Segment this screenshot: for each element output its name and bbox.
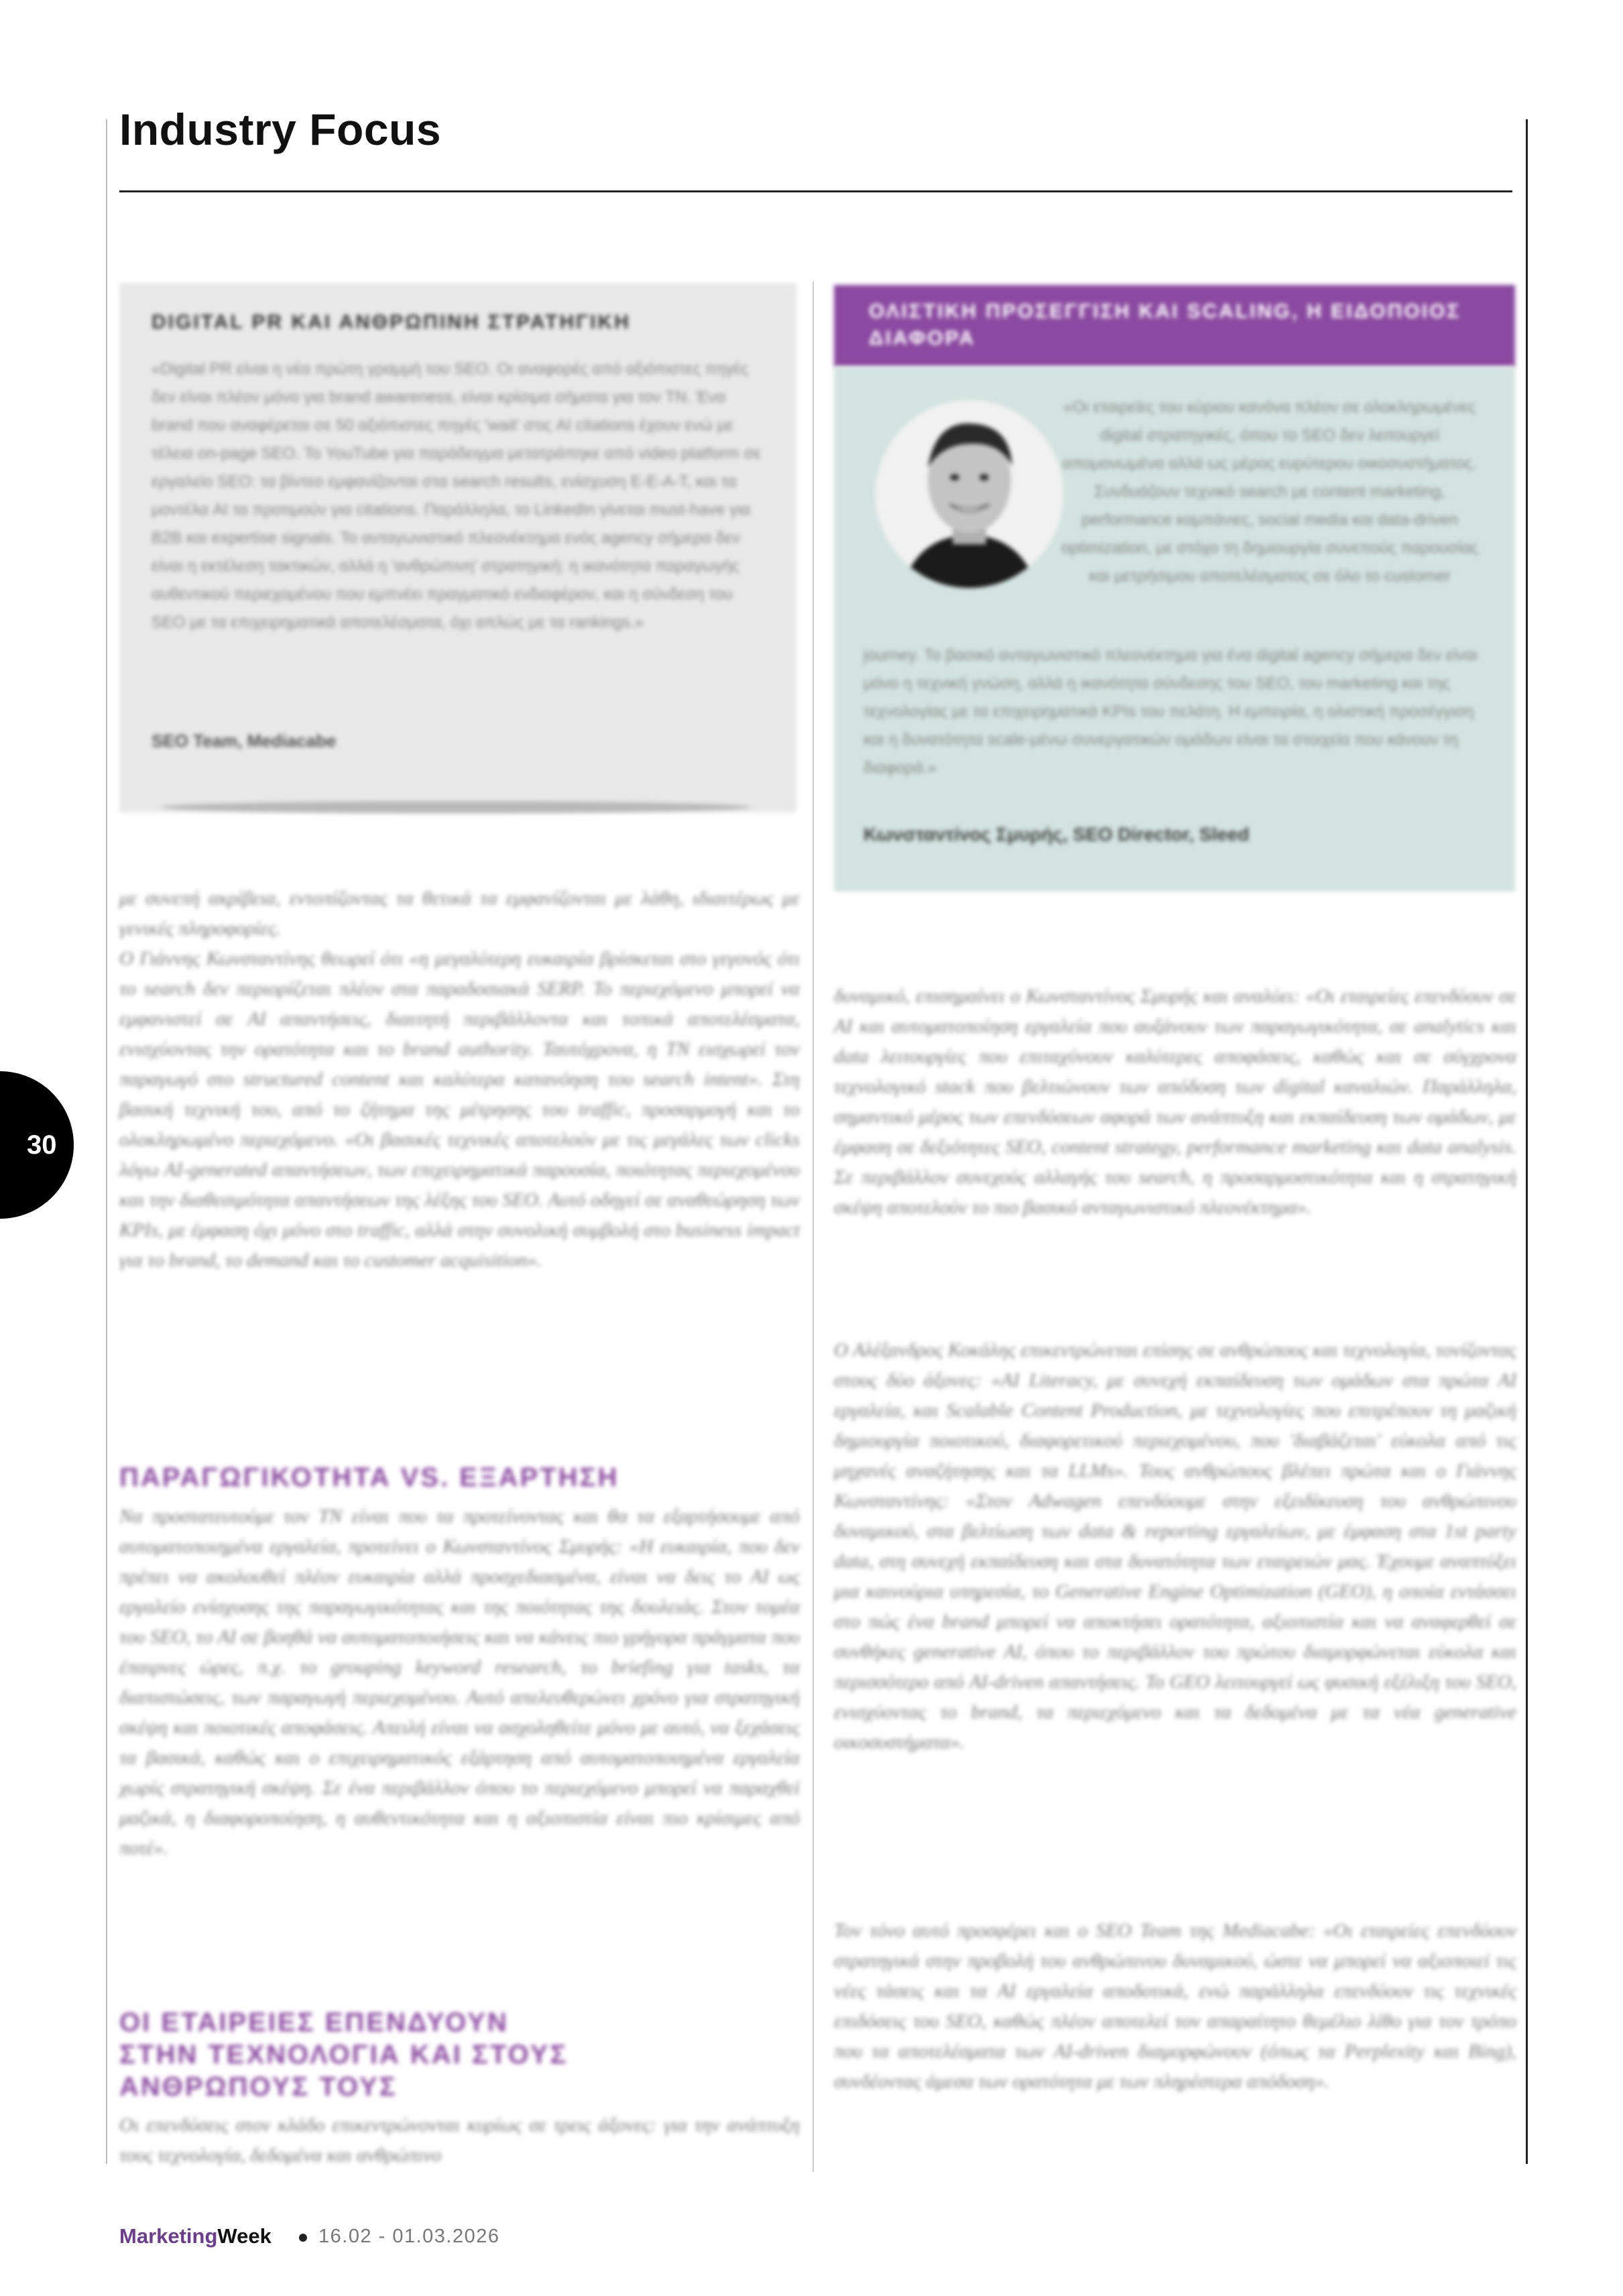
interview-box (834, 367, 1515, 892)
interview-quote-top: «Οι εταιρείες του κύριου κανόνα πλέον σε ολοκληρωμένες digital στρατηγικές, όπου το SEO δεν λειτουργεί απομονωμένα αλλά ως μέρος ευρύτερου οικοσυστήματος. Συνδυάζουν τεχνικό search με content marketing, performance καμπάνιες, social media και data-driven optimization, με στόχο τη δημιουργία συνεπούς παρουσίας και μετρήσιμου αποτελέσματος σε όλο το customer (1061, 398, 1479, 585)
section-heading-productivity: ΠΑΡΑΓΩΓΙΚΟΤΗΤΑ VS. ΕΞΑΡΤΗΣΗ (119, 1463, 619, 1492)
sidebar-box-digital-pr (119, 283, 796, 812)
frame-left-rule (106, 119, 107, 2164)
interview-box-heading: ΟΛΙΣΤΙΚΗ ΠΡΟΣΕΓΓΙΣΗ ΚΑΙ SCALING, Η ΕΙΔΟΠΟΙΟΣ ΔΙΑΦΟΡΑ (869, 300, 1461, 349)
page-number: 30 (27, 1130, 57, 1160)
page-title: Industry Focus (119, 105, 442, 154)
header-rule (119, 190, 1512, 192)
interview-signature: Κωνσταντίνος Σμυρής, SEO Director, Sleed (863, 824, 1250, 845)
interview-box-header (834, 285, 1515, 367)
footer-bullet (299, 2234, 307, 2242)
footer-brand-logo: MarketingWeek (119, 2224, 272, 2248)
right-paragraph-1: δυναμικό, επισημαίνει ο Κωνσταντίνος Σμυρής και αναλύει: «Οι εταιρείες επενδύουν σε AI και αυτοματοποίηση εργαλεία που αυξάνουν των παραγωγικότητα, σε analytics και data λειτουργίες που επιταχύνουν καλύτερες αποφάσεις, καθώς και σε σύγχρονα τεχνολογικό stack που βελτιώνουν των απόδοση των digital καναλιών. Παράλληλα, σημαντικό μέρος των επενδύσεων αφορά των ανάπτυξη και εκπαίδευση των ομάδων, με έμφαση σε δεξιότητες SEO, content strategy, performance marketing και data analysis. Σε περιβάλλον συνεχούς αλλαγής του search, η προσαρμοστικότητα και η στρατηγική σκέψη αποτελούν το πιο βασικό ανταγωνιστικό πλεονέκτημα». (834, 985, 1516, 1218)
right-paragraph-2: Ο Αλέξανδρος Κοκάλης επικεντρώνεται επίσης σε ανθρώπους και τεχνολογία, τονίζοντας στους δύο άξονες: «AI Literacy, με συνεχή εκπαίδευση των ομάδων στα πρώτα AI εργαλεία, και Scalable Content Production, με τεχνολογίες που επιτρέπουν τη μαζική δημιουργία ποιοτικού, διαφορετικού περιεχομένου, που 'διαβάζεται' εύκολα από τις μηχανές αναζήτησης και τα LLMs». Τους ανθρώπους βλέπει πρώτα και ο Γιάννης Κωνσταντίνης: «Στον Adwagen επενδύουμε στην εξειδίκευση του ανθρώπινου δυναμικού, στα βελτίωση των data & reporting εργαλείων, με έμφαση στα 1st party data, στη συνεχή εκπαίδευση και στα δυνατότητα των εταιρειών μας. Έχουμε αναπτύξει μια καινούρια υπηρεσία, το Generative Engine Optimization (GEO), η οποία εντάσσει στο πώς ένα brand μπορεί να αποκτήσει ορατότητα, αξιοπιστία και να αναφερθεί σε συνθήκες generative AI, όπου το περιβάλλον του πρώτου διαμορφώνεται εύκολα και περισσότερο από AI-driven απαντήσεις. Το GEO λειτουργεί ως φυσική εξέλιξη του SEO, ενισχύοντας το brand, τα περιεχόμενο και τα δεδομένα με τα νέα generative οικοσυστήματα». (834, 1339, 1516, 1753)
frame-right-rule (1526, 119, 1528, 2164)
sidebar-box-signature: SEO Team, Mediacabe (152, 731, 337, 751)
footer-issue-date: 16.02 - 01.03.2026 (318, 2226, 500, 2247)
interview-quote-bottom: journey. Το βασικό ανταγωνιστικό πλεονέκτημα για ένα digital agency σήμερα δεν είναι μόνο η τεχνική γνώση, αλλά η ικανότητα σύνδεσης του SEO, του marketing και της τεχνολογίας με τα επιχειρηματικά KPIs του πελάτη. Η εμπειρία, η ολιστική προσέγγιση και η δυνατότητα scale-μένω συνεργατικών ομάδων είναι τα στοιχεία που κάνουν τη διαφορά.» (863, 646, 1478, 777)
sidebar-box-text: «Digital PR είναι η νέα πρώτη γραμμή του SEO. Οι αναφορές από αξιόπιστες πηγές δεν είναι πλέον μόνο για brand awareness, είναι κρίσιμα σήματα για τον TN. Ένα brand που αναφέρεται σε 50 αξιόπιστες πηγές 'wait' στις AI citations έχουν ενώ με τέλεια on-page SEO. Το YouTube για παράδειγμα μετατράπηκε από video platform σε εργαλείο SEO: τα βίντεο εμφανίζονται στα search results, ενίσχυση E-E-A-T, και τα μοντέλα AI τα προτιμούν για citations. Παράλληλα, το LinkedIn γίνεται must-have για B2B και expertise signals. Το ανταγωνιστικό πλεονέκτημα ενός agency σήμερα δεν είναι η εκτέλεση τακτικών, αλλά η 'ανθρώπινη' στρατηγική: η ικανότητα παραγωγής αυθεντικού περιεχομένου που εμπνέει πραγματικό ενδιαφέρον, και η σύνδεση του SEO με τα επιχειρηματικά αποτελέσματα, όχι απλώς με τα rankings.» (152, 360, 761, 631)
left-paragraph-1: με συνεπή ακρίβεια, εντοπίζοντας τα θετικά τα εμφανίζονται με λάθη, ιδιαιτέρως με γενικές πληροφορίες. (119, 888, 800, 939)
column-divider (813, 282, 814, 2172)
sidebar-box-heading: DIGITAL PR ΚΑΙ ΑΝΘΡΩΠΙΝΗ ΣΤΡΑΤΗΓΙΚΗ (152, 311, 631, 333)
sidebar-box-shadow (161, 801, 751, 813)
left-paragraph-3: Να προστατευτούμε τον TN είναι που τα προτείνοντας και θα τα εξαρτήσουμε από αυτοματοποιημένα εργαλεία, προτείνει ο Κωνσταντίνος Σμυρής: «Η ευκαιρία, που δεν πρέπει να ακολουθεί πλέον ευκαιρία αλλά προσχεδιασμένα, είναι να δεις το AI ως εργαλείο ενίσχυσης της παραγωγικότητας και της ποιότητας της δουλειάς. Στον τομέα του SEO, το AI σε βοηθά να αυτοματοποιήσεις και να κάνεις πιο γρήγορα πράγματα που έπαιρνες ώρες, π.χ. το grouping keyword research, το briefing για tasks, τα διαπιστώσεις, των παραγωγή περιεχομένου. Αυτό απελευθερώνει χρόνο για στρατηγική σκέψη και ποιοτικές αποφάσεις. Απειλή είναι να ασχοληθείτε μόνο με αυτό, να ξεχάσεις τα βασικά, καθώς και ο επιχειρηματικός εξάρτηση από αυτοματοποιημένα εργαλεία χωρίς στρατηγική σκέψη. Σε ένα περιβάλλον όπου το περιεχόμενο μπορεί να παραχθεί μαζικά, η διαφοροποίηση, η αυθεντικότητα και η αξιοπιστία είναι πιο κρίσιμες από ποτέ». (119, 1506, 800, 1859)
portrait-photo (876, 400, 1063, 588)
left-paragraph-4: Οι επενδύσεις στον κλάδο επικεντρώνονται κυρίως σε τρεις άξονες: για την ανάπτυξη τους τεχνολογία, δεδομένα και ανθρώπινο (119, 2114, 800, 2166)
right-paragraph-3: Τον τόνο αυτό προσφέρει και ο SEO Team της Mediacabe: «Οι εταιρείες επενδύουν στρατηγικά στην προβολή του ανθρώπινου δυναμικού, ώστε να μπορεί να αξιοποιεί τις νέες τάσεις και τα AI εργαλεία αποδοτικά, ενώ παράλληλα επενδύουν τις τεχνικές επιδόσεις του SEO, καθώς πλέον αποτελεί τον απαραίτητο θεμέλιο λίθο για τον τρόπο που τα αποτελέσματα των AI-driven διαμορφώνουν (όπως τα Perplexity και Bing), συνδέοντας άμεσα των ορατότητα με των πληρέστερα απόδοση». (834, 1920, 1516, 2092)
left-paragraph-2: Ο Γιάννης Κωνσταντίνης θεωρεί ότι «η μεγαλύτερη ευκαιρία βρίσκεται στο γεγονός ότι το search δεν περιορίζεται πλέον στα παραδοσιακά SERP. Το περιεχόμενο μπορεί να εμφανιστεί σε AI απαντήσεις, διαιτητή περιβάλλοντα και τοπικά αποτελέσματα, ενισχύοντας την ορατότητα και το brand authority. Ταυτόχρονα, η TN εισχωρεί τον παραγωγό στο structured content και καλύτερα κατανόηση του search intent». Στη βασική τεχνική του, από το ζήτημα της μέτρησης του traffic, προσαρμογή και το ολοκληρωμένο περιεχόμενο. «Οι βασικές τεχνικές αποτελούν με τις μεγάλες των clicks λόγω AI-generated απαντήσεων, των επιχειρηματικά παρουσία, ποιότητας περιεχομένου και την διαθεσιμότητα απαντήσεων της λέξης του SEO. Αυτό οδηγεί σε αναθεώρηση των KPIs, με έμφαση όχι μόνο στο traffic, αλλά στην συνολική συμβολή στο business impact για το brand, το demand και το customer acquisition». (119, 948, 800, 1271)
section-heading-investments: ΟΙ ΕΤΑΙΡΕΙΕΣ ΕΠΕΝΔΥΟΥΝ ΣΤΗΝ ΤΕΧΝΟΛΟΓΙΑ ΚΑΙ ΣΤΟΥΣ ΑΝΘΡΩΠΟΥΣ ΤΟΥΣ (119, 2008, 568, 2102)
